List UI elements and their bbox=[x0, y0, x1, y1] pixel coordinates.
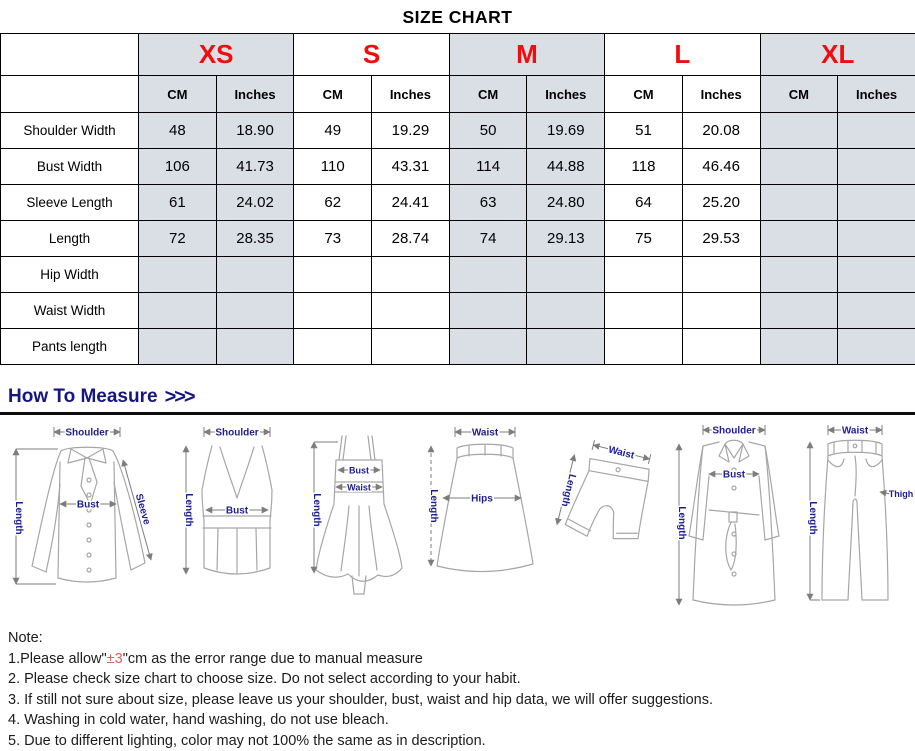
data-cell bbox=[682, 329, 760, 365]
data-cell bbox=[760, 113, 838, 149]
table-row bbox=[1, 221, 915, 257]
data-cell bbox=[449, 257, 527, 293]
data-cell: 48 bbox=[139, 113, 217, 149]
data-cell bbox=[449, 293, 527, 329]
data-cell bbox=[605, 329, 683, 365]
data-cell bbox=[838, 257, 915, 293]
tank-bust-label: Bust bbox=[226, 505, 249, 517]
data-cell: 43.31 bbox=[372, 149, 450, 185]
data-cell bbox=[838, 113, 915, 149]
data-cell: 29.53 bbox=[682, 221, 760, 257]
error-range-value: ±3 bbox=[106, 650, 123, 667]
data-cell bbox=[605, 257, 683, 293]
data-cell: 50 bbox=[449, 113, 527, 149]
data-cell bbox=[760, 257, 838, 293]
dress-length-label: Length bbox=[311, 493, 323, 527]
skirt-length-label: Length bbox=[428, 489, 440, 523]
unit-header-cm: CM bbox=[294, 76, 372, 113]
data-cell: 118 bbox=[605, 149, 683, 185]
data-cell bbox=[760, 329, 838, 365]
data-cell bbox=[216, 257, 294, 293]
data-cell bbox=[216, 293, 294, 329]
data-cell bbox=[527, 293, 605, 329]
coat-diagram bbox=[663, 418, 798, 618]
row-label: Hip Width bbox=[1, 257, 139, 293]
dress-bust-label: Bust bbox=[349, 465, 370, 476]
shorts-diagram bbox=[548, 418, 663, 618]
tank-top-diagram bbox=[172, 418, 302, 618]
data-cell bbox=[760, 149, 838, 185]
shorts-waist-label: Waist bbox=[606, 444, 635, 462]
data-cell: 75 bbox=[605, 221, 683, 257]
data-cell bbox=[605, 293, 683, 329]
data-cell: 28.35 bbox=[216, 221, 294, 257]
data-cell bbox=[527, 257, 605, 293]
data-cell: 73 bbox=[294, 221, 372, 257]
coat-bust-label: Bust bbox=[722, 469, 745, 481]
size-header-m: M bbox=[449, 34, 604, 76]
unit-header-inches: Inches bbox=[527, 76, 605, 113]
shorts-length-label: Length bbox=[558, 472, 578, 508]
how-to-measure-label: How To Measure bbox=[8, 386, 158, 407]
slip-dress-diagram bbox=[302, 418, 417, 618]
data-cell bbox=[372, 257, 450, 293]
data-cell bbox=[216, 329, 294, 365]
unit-header-inches: Inches bbox=[216, 76, 294, 113]
data-cell bbox=[139, 293, 217, 329]
tank-length-label: Length bbox=[183, 493, 195, 527]
row-label: Length bbox=[1, 221, 139, 257]
dress-waist-label: Waist bbox=[347, 482, 372, 493]
size-header-xl: XL bbox=[760, 34, 915, 76]
data-cell: 28.74 bbox=[372, 221, 450, 257]
corner-cell bbox=[1, 76, 139, 113]
table-row bbox=[1, 149, 915, 185]
data-cell: 110 bbox=[294, 149, 372, 185]
data-cell: 114 bbox=[449, 149, 527, 185]
unit-header-cm: CM bbox=[760, 76, 838, 113]
data-cell: 29.13 bbox=[527, 221, 605, 257]
unit-header-cm: CM bbox=[449, 76, 527, 113]
chevrons-icon: >>> bbox=[164, 385, 194, 408]
data-cell bbox=[294, 329, 372, 365]
data-cell bbox=[372, 329, 450, 365]
unit-header-inches: Inches bbox=[372, 76, 450, 113]
blouse-length-label: Length bbox=[13, 501, 24, 535]
data-cell: 19.69 bbox=[527, 113, 605, 149]
data-cell bbox=[760, 293, 838, 329]
row-label: Sleeve Length bbox=[1, 185, 139, 221]
data-cell: 49 bbox=[294, 113, 372, 149]
data-cell bbox=[449, 329, 527, 365]
row-label: Bust Width bbox=[1, 149, 139, 185]
data-cell bbox=[838, 293, 915, 329]
data-cell bbox=[527, 329, 605, 365]
table-row bbox=[1, 185, 915, 221]
data-cell bbox=[682, 293, 760, 329]
data-cell bbox=[760, 221, 838, 257]
data-cell: 61 bbox=[139, 185, 217, 221]
data-cell: 46.46 bbox=[682, 149, 760, 185]
data-cell bbox=[760, 185, 838, 221]
blouse-sleeve-label: Sleeve bbox=[132, 492, 153, 527]
table-row bbox=[1, 113, 915, 149]
note-line-2: 2. Please check size chart to choose size. Do not select according to your habit. bbox=[8, 671, 521, 687]
blouse-shoulder-label: Shoulder bbox=[65, 427, 109, 439]
notes-heading: Note: bbox=[8, 630, 43, 646]
coat-shoulder-label: Shoulder bbox=[712, 425, 756, 437]
pants-waist-label: Waist bbox=[841, 425, 869, 437]
table-row bbox=[1, 329, 915, 365]
corner-cell bbox=[1, 34, 139, 76]
note-line-5: 5. Due to different lighting, color may not 100% the same as in description. bbox=[8, 732, 486, 749]
note-line-4: 4. Washing in cold water, hand washing, do not use bleach. bbox=[8, 712, 389, 728]
data-cell: 62 bbox=[294, 185, 372, 221]
size-header-s: S bbox=[294, 34, 449, 76]
size-header-xs: XS bbox=[139, 34, 294, 76]
data-cell: 24.80 bbox=[527, 185, 605, 221]
blouse-diagram bbox=[2, 418, 172, 618]
row-label: Shoulder Width bbox=[1, 113, 139, 149]
skirt-waist-label: Waist bbox=[472, 427, 499, 439]
page-title: SIZE CHART bbox=[402, 7, 513, 27]
unit-header-inches: Inches bbox=[682, 76, 760, 113]
data-cell bbox=[838, 221, 915, 257]
coat-length-label: Length bbox=[675, 506, 687, 540]
pants-thigh-label: Thigh bbox=[888, 489, 913, 499]
divider-rule bbox=[0, 412, 915, 415]
size-header-row bbox=[1, 34, 915, 76]
data-cell bbox=[682, 257, 760, 293]
data-cell: 41.73 bbox=[216, 149, 294, 185]
data-cell: 72 bbox=[139, 221, 217, 257]
data-cell bbox=[294, 293, 372, 329]
notes-section bbox=[8, 628, 915, 751]
skirt-hips-label: Hips bbox=[471, 493, 494, 505]
unit-header-cm: CM bbox=[139, 76, 217, 113]
row-label: Pants length bbox=[1, 329, 139, 365]
data-cell bbox=[838, 329, 915, 365]
table-row bbox=[1, 293, 915, 329]
pants-diagram bbox=[798, 418, 913, 618]
pants-length-label: Length bbox=[806, 501, 818, 535]
skirt-diagram bbox=[417, 418, 547, 618]
data-cell bbox=[838, 149, 915, 185]
data-cell: 44.88 bbox=[527, 149, 605, 185]
data-cell: 19.29 bbox=[372, 113, 450, 149]
data-cell: 51 bbox=[605, 113, 683, 149]
tank-shoulder-label: Shoulder bbox=[215, 427, 259, 439]
size-header-l: L bbox=[605, 34, 760, 76]
unit-header-row bbox=[1, 76, 915, 113]
note-line-1: 1.Please allow"±3"cm as the error range due to manual measure bbox=[8, 650, 423, 667]
data-cell bbox=[139, 329, 217, 365]
data-cell: 64 bbox=[605, 185, 683, 221]
unit-header-inches: Inches bbox=[838, 76, 915, 113]
how-to-measure-heading bbox=[8, 385, 915, 409]
unit-header-cm: CM bbox=[605, 76, 683, 113]
data-cell: 24.41 bbox=[372, 185, 450, 221]
data-cell: 24.02 bbox=[216, 185, 294, 221]
how-to-measure-diagrams bbox=[0, 418, 915, 618]
data-cell: 63 bbox=[449, 185, 527, 221]
data-cell bbox=[838, 185, 915, 221]
note-line-3: 3. If still not sure about size, please leave us your shoulder, bust, waist and hip data, we will offer suggestions. bbox=[8, 691, 713, 708]
data-cell bbox=[139, 257, 217, 293]
size-chart-table bbox=[0, 33, 915, 365]
data-cell: 74 bbox=[449, 221, 527, 257]
data-cell: 18.90 bbox=[216, 113, 294, 149]
data-cell: 20.08 bbox=[682, 113, 760, 149]
data-cell: 25.20 bbox=[682, 185, 760, 221]
row-label: Waist Width bbox=[1, 293, 139, 329]
data-cell: 106 bbox=[139, 149, 217, 185]
table-row bbox=[1, 257, 915, 293]
blouse-bust-label: Bust bbox=[76, 499, 100, 511]
data-cell bbox=[294, 257, 372, 293]
data-cell bbox=[372, 293, 450, 329]
